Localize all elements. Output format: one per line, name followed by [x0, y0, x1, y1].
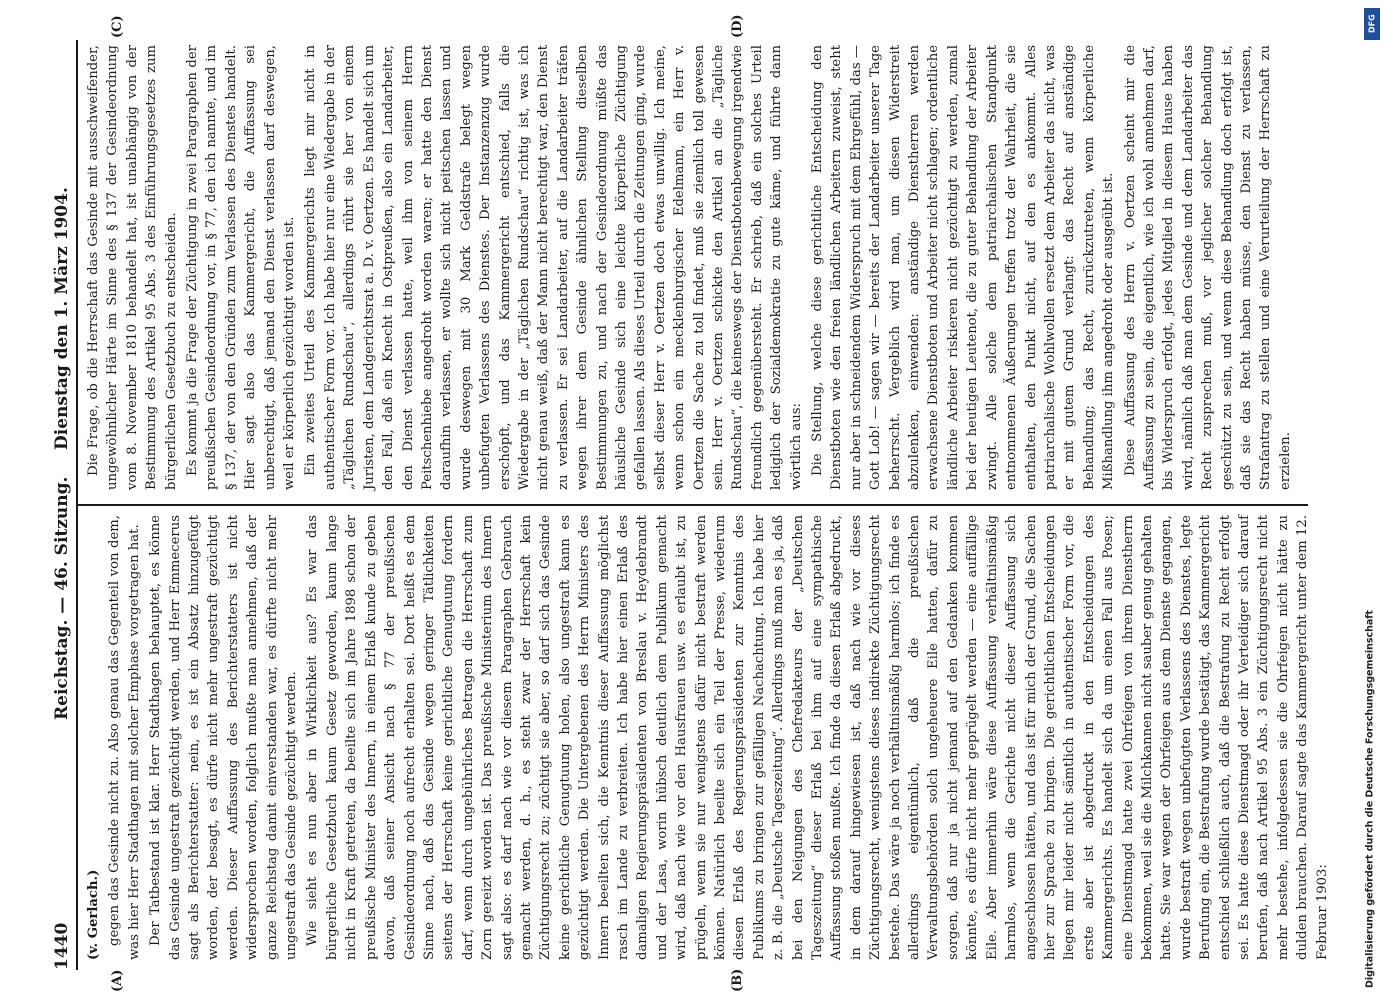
header-left-title: Reichstag. — 46. Sitzung. — [52, 476, 72, 720]
quote-paragraph: Die Stellung, welche diese gerichtliche Entscheidung den Dienstboten wie den freien ländlichen Arbeitern zuweist, steht nur aber in schneidendem Widerspruch mit dem Ehrgefühl, das — Gott Lob! — sagen wir — bereits der Landarbeiter unserer Tage beherrscht. Vergeblich wird man, um diesen Widerstreit abzulenken, einwenden: anständige Dienstherren werden erwachsene Dienstboten und Arbeiter nicht schlagen; ordentliche ländliche Arbeiter riskieren nicht gezüchtigt zu werden, zumal bei der heutigen Leutenot, die zu guter Behandlung der Arbeiter zwingt. Alle solche dem patriarchalischen Standpunkt entnommenen Äußerungen treffen trotz der Wahrheit, die sie enthalten, den Punkt nicht, auf den es ankommt. Alles patriarchalische Wohlwollen ersetzt dem Arbeiter das nicht, was er mit gutem Grund verlangt: das Recht auf anständige Behandlung; das Recht, zurückzutreten, wenn körperliche Mißhandlung ihm angedroht oder ausgeübt ist. — [810, 45, 1117, 490]
margin-marker-b: (B) — [730, 968, 745, 992]
right-text-column — [84, 45, 1304, 490]
header-right-title: Dienstag den 1. März 1904. — [52, 187, 72, 450]
paragraph: Wie sieht es nun aber in Wirklichkeit aus? Es war das bürgerliche Gesetzbuch kaum Gesetz geworden, kaum lange nicht in Kraft getreten, da beeilte sich im Jahre 1898 schon der preußische Minister des Innern, in einem Erlaß kunde zu geben davon, daß seiner Ansicht nach § 77 der preußischen Gesindeordnung noch aufrecht erhalten sei. Dort heißt es dem Sinne nach, daß das Gesinde wegen geringer Tätlichkeiten seitens der Herrschaft keine gerichtliche Genugtuung fordern darf, wenn durch ungebührliches Betragen die Herrschaft zum Zorn gereizt worden ist. Das preußische Ministerium des Innern sagt also: es darf nach wie vor diesem Paragraphen Gebrauch gemacht werden, d. h., es steht zwar der Herrschaft kein Züchtigungsrecht zu; züchtigt sie aber, so darf sich das Gesinde keine gerichtliche Genugtuung holen, also ungestraft kann es gezüchtigt werden. Die Untergebenen des Herrn Ministers des Innern beeilten sich, die Kenntnis dieser Auffassung möglichst rasch im Lande zu verbreiten. Ich habe hier einen Erlaß des damaligen Regierungspräsidenten von Breslau v. Heydebrandt und der Lasa, worin hübsch deutlich dem Publikum gemacht wird, daß nach wie vor den Hausfrauen usw. es erlaubt ist, zu prügeln, wenn sie nur wenigstens dafür nicht bestraft werden können. Natürlich beeilte sich ein Teil der Presse, wiederum diesen Erlaß des Regierungspräsidenten zur Kenntnis des Publikums zu bringen zur gefälligen Nachachtung. Ich habe hier z. B. die „Deutsche Tageszeitung“. Allerdings muß man es ja, daß bei den Neigungen des Chefredakteurs der „Deutschen Tageszeitung“ dieser Erlaß bei ihm auf eine sympathische Auffassung stoßen mußte. Ich finde da diesen Erlaß abgedruckt, in dem darauf hingewiesen ist, daß nach wie vor dieses Züchtigungsrecht, wenigstens dieses indirekte Züchtigungsrecht bestehe. Das wäre ja noch verhältnismäßig harmlos; ich finde es allerdings eigentümlich, daß die preußischen Verwaltungsbehörden solch ungeheuere Eile hatten, dafür zu sorgen, daß nur ja nicht jemand auf den Gedanken kommen könnte, es dürfe nicht mehr geprügelt werden — eine auffällige Eile. Aber immerhin wäre diese Auffassung verhältnismäßig harmlos, wenn die Gerichte nicht dieser Auffassung sich angeschlossen hätten, und das ist für mich der Grund, die Sachen hier zur Sprache zu bringen. Die gerichtlichen Entscheidungen liegen mir leider nicht sämtlich in authentischer Form vor, die erste aber ist abgedruckt in den Entscheidungen des Kammergerichts. Es handelt sich da um einen Fall aus Posen; eine Dienstmagd hatte zwei Ohrfeigen von ihrem Dienstherrn bekommen, weil sie die Milchkannen nicht sauber genug gehalten hatte. Sie war wegen der Ohrfeigen aus dem Dienste gegangen, wurde bestraft wegen unbefugten Verlassens des Dienstes, legte Berufung ein, die Bestrafung wurde bestätigt, das Kammergericht entschied schließlich auch, daß die Bestrafung zu Recht erfolgt sei. Es hatte diese Dienstmagd oder ihr Verteidiger sich darauf berufen, daß nach Artikel 95 Abs. 3 ein Züchtigungsrecht nicht mehr bestehe, infolgedessen sie die Ohrfeigen nicht hätte zu dulden brauchen. Darauf sagte das Kammergericht unter dem 12. Februar 1903: — [305, 515, 1330, 960]
paragraph: Es kommt ja die Frage der Züchtigung in zwei Paragraphen der preußischen Gesindeordnung vor, in § 77, den ich nannte, und im § 137, der von den Gründen zum Verlassen des Dienstes handelt. Hier sagt also das Kammergericht, die Auffassung sei unberechtigt, daß jemand den Dienst verlassen darf deswegen, weil er körperlich gezüchtigt worden ist. — [185, 45, 298, 490]
quote-paragraph: Die Frage, ob die Herrschaft das Gesinde mit ausschweifender, ungewöhnlicher Härte im Sinne des § 137 der Gesindeordnung vom 8. November 1810 behandelt hat, ist unabhängig von der Bestimmung des Artikel 95 Abs. 3 des Einführungsgesetzes zum bürgerlichen Gesetzbuch zu entscheiden. — [86, 45, 179, 490]
page-header — [48, 40, 78, 970]
paragraph: Diese Auffassung des Herrn v. Oertzen scheint mir die Auffassung zu sein, die eigentlich, wie ich wohl annehmen darf, bis Widerspruch erfolgt, jedes Mitglied in diesem Hause haben wird, nämlich daß man dem Gesinde und dem Landarbeiter das Recht zusprechen muß, vor jeglicher solcher Behandlung geschützt zu sein, und wenn diese Behandlung doch erfolgt ist, daß sie das Recht haben müsse, den Dienst zu verlassen, Strafantrag zu stellen und eine Verurteilung der Herrschaft zu erzielen. — [1122, 45, 1293, 490]
paragraph: Ein zweites Urteil des Kammergerichts liegt mir nicht in authentischer Form vor. Ich habe hier nur eine Wiedergabe in der „Täglichen Rundschau“, allerdings rührt sie her von einem Juristen, dem Landgerichtsrat a. D. v. Oertzen. Es handelt sich um den Fall, daß ein Knecht in Ostpreußen, also ein Landarbeiter, den Dienst verlassen hatte, weil ihm von seinem Herrn Peitschenhiebe angedroht worden waren; er hatte den Dienst daraufhin verlassen, er wollte sich nicht peitschen lassen und wurde deswegen mit 30 Mark Geldstrafe belegt wegen unbefugten Verlassens des Dienstes. Der Instanzenzug wurde erschöpft, und das Kammergericht entschied, falls die Wiedergabe in der „Täglichen Rundschau“ richtig ist, was ich nicht genau weiß, daß der Mann nicht berechtigt war, den Dienst zu verlassen. Er sei Landarbeiter, auf die Landarbeiter träfen wegen ihrer dem Gesinde ähnlichen Stellung dieselben Bestimmungen zu, und nach der Gesindeordnung müßte das häusliche Gesinde sich eine leichte körperliche Züchtigung gefallen lassen. Als dieses Urteil durch die Zeitungen ging, wurde selbst dieser Herr v. Oertzen doch etwas unwillig. Ich meine, wenn schon ein mecklenburgischer Edelmann, ein Herr v. Oertzen die Sache zu toll findet, muß sie ziemlich toll gewesen sein. Herr v. Oertzen schickte den Artikel an die „Tägliche Rundschau“, die keineswegs der Dienstbotenbewegung irgendwie freundlich gegenübersteht. Er schrieb, daß ein solches Urteil lediglich der Sozialdemokratie zu gute käme, und führte dann wörtlich aus: — [303, 45, 804, 490]
column-divider — [78, 504, 1308, 506]
digitization-credit: Digitalisierung gefördert durch die Deutsche Forschungsgemeinschaft — [1364, 610, 1376, 988]
margin-marker-c: (C) — [110, 15, 125, 38]
left-text-column — [84, 515, 1330, 960]
speaker-label: (v. Gerlach.) — [86, 869, 101, 960]
paragraph: Der Tatbestand ist klar. Herr Stadthagen behauptet, es könne das Gesinde ungestraft gezüchtigt werden, und Herr Emmecerus sagt als Berichterstatter: nein, es ist ein Absatz hinzugefügt worden, der besagt, es dürfe nicht mehr ungestraft gezüchtigt werden. Dieser Auffassung des Berichterstatters ist nicht widersprochen worden, folglich mußte man annehmen, daß der ganze Reichstag damit einverstanden war, es dürfte nicht mehr ungestraft das Gesinde gezüchtigt werden. — [148, 515, 300, 960]
page-number: 1440 — [52, 922, 72, 970]
paragraph: gegen das Gesinde nicht zu. Also genau das Gegenteil von dem, was hier Herr Stadthagen mit solcher Emphase vorgetragen hat. — [107, 515, 142, 960]
document-page — [30, 0, 1350, 1000]
margin-marker-a: (A) — [110, 969, 125, 992]
dfg-logo-icon: DFG — [1364, 8, 1380, 40]
margin-marker-d: (D) — [730, 14, 745, 38]
